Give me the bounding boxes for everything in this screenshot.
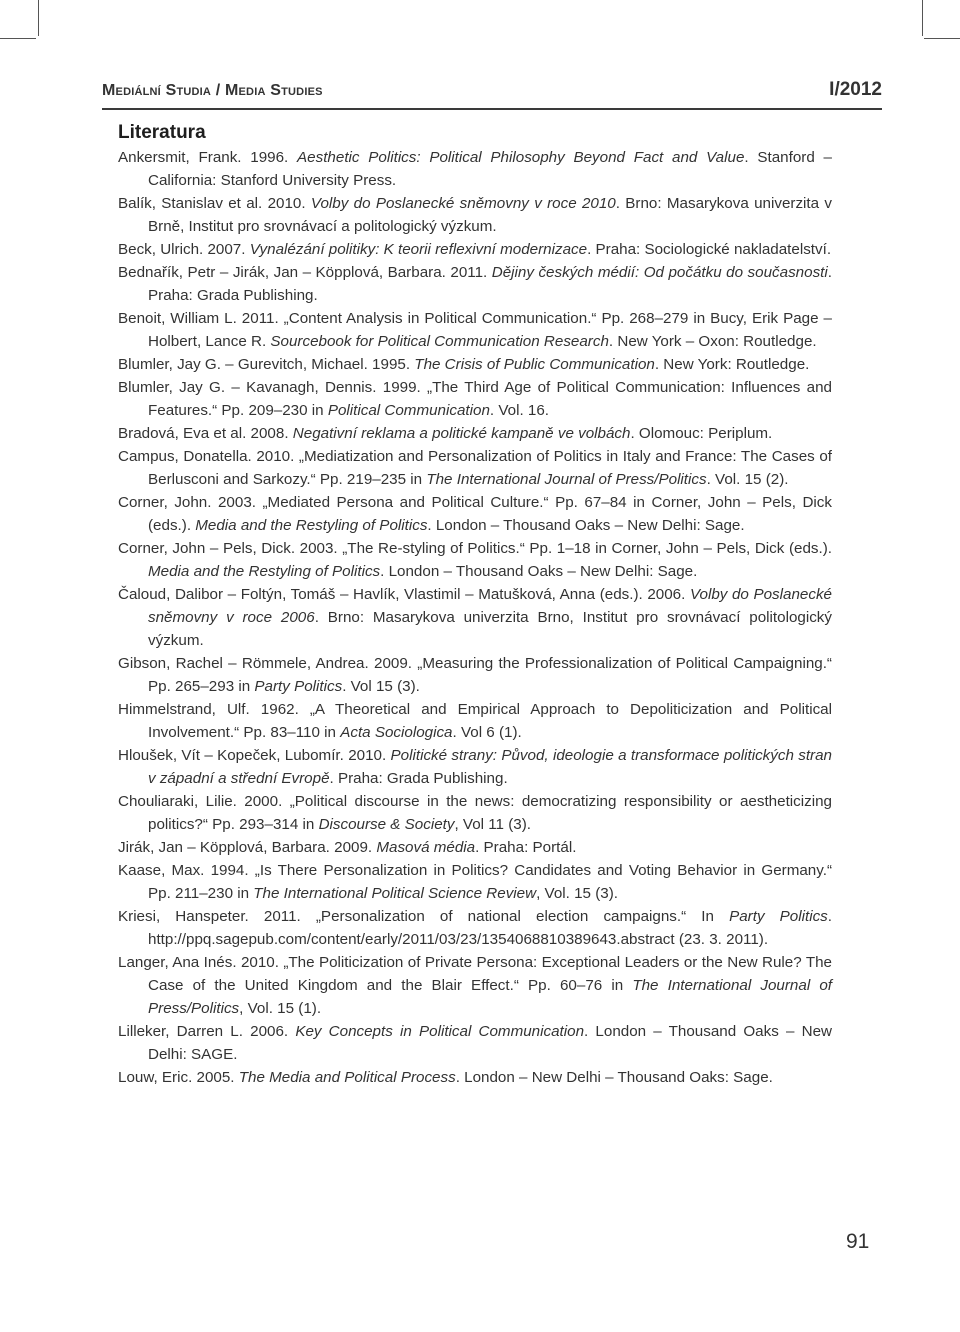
reference-publication: . Vol. 15 (2). [706, 471, 789, 488]
reference-title: Political Communication [327, 402, 490, 419]
reference-item [118, 905, 832, 951]
reference-title: The International Journal of Press/Politics [148, 977, 832, 1017]
reference-publication: . Brno: Masarykova univerzita v Brně, Institut pro srovnávací a politologický výzkum. [148, 195, 832, 235]
reference-text: Benoit, William L. 2011. „Content Analysis in Political Communication.“ Pp. 268–279 in Bucy, Erik Page – Holbert, Lance R. [118, 310, 832, 350]
crop-mark-top-left [0, 38, 36, 39]
reference-item [118, 698, 832, 744]
reference-text: Blumler, Jay G. – Kavanagh, Dennis. 1999. „The Third Age of Political Communication: Influences and Features.“ Pp. 209–230 in [118, 379, 832, 419]
reference-text: Jirák, Jan – Köpplová, Barbara. 2009. [118, 839, 377, 856]
reference-publication: . Praha: Sociologické nakladatelství. [587, 241, 832, 258]
reference-publication: , Vol. 15 (3). [536, 885, 618, 902]
reference-publication: . London – Thousand Oaks – New Delhi: Sage. [427, 517, 745, 534]
reference-text: Kriesi, Hanspeter. 2011. „Personalization of national election campaigns.“ In [118, 908, 730, 925]
running-header [102, 78, 882, 110]
reference-title: Media and the Restyling of Politics [148, 563, 381, 580]
reference-publication: . Vol 6 (1). [452, 724, 522, 741]
reference-title: Discourse & Society [318, 816, 455, 833]
reference-publication: . http://ppq.sagepub.com/content/early/2011/03/23/1354068810389643.abstract (23. 3. 2011). [148, 908, 832, 948]
reference-title: Dějiny českých médií: Od počátku do současnosti [491, 264, 828, 281]
reference-item [118, 583, 832, 652]
reference-title: The International Journal of Press/Politics [426, 471, 707, 488]
reference-publication: . London – New Delhi – Thousand Oaks: Sage. [455, 1069, 773, 1086]
reference-title: Masová média [376, 839, 476, 856]
reference-publication: . Stanford – California: Stanford University Press. [148, 149, 832, 189]
reference-item [118, 353, 832, 376]
reference-item [118, 261, 832, 307]
reference-item [118, 146, 832, 192]
reference-text: Langer, Ana Inés. 2010. „The Politicization of Private Persona: Exceptional Leaders or the New Rule? The Case of the United Kingdom and the Blair Effect.“ Pp. 60–76 in [118, 954, 832, 994]
reference-text: Campus, Donatella. 2010. „Mediatization and Personalization of Politics in Italy and France: The Cases of Berlusconi and Sarkozy.“ Pp. 219–235 in [118, 448, 832, 488]
reference-title: Party Politics [254, 678, 343, 695]
reference-text: Himmelstrand, Ulf. 1962. „A Theoretical and Empirical Approach to Depoliticization and Political Involvement.“ Pp. 83–110 in [118, 701, 832, 741]
reference-text: Bednařík, Petr – Jirák, Jan – Köpplová, Barbara. 2011. [118, 264, 492, 281]
reference-publication: . Vol. 16. [489, 402, 550, 419]
reference-item [118, 376, 832, 422]
reference-publication: . New York: Routledge. [654, 356, 810, 373]
reference-publication: . Praha: Portál. [475, 839, 577, 856]
reference-text: Bradová, Eva et al. 2008. [118, 425, 293, 442]
reference-text: Chouliaraki, Lilie. 2000. „Political discourse in the news: democratizing responsibility or aestheticizing politics?“ Pp. 293–314 in [118, 793, 832, 833]
section-title: Literatura [118, 122, 206, 143]
reference-publication: , Vol 11 (3). [454, 816, 532, 833]
reference-item [118, 192, 832, 238]
reference-item [118, 836, 832, 859]
page-number: 91 [846, 1230, 870, 1253]
reference-text: Corner, John – Pels, Dick. 2003. „The Re-styling of Politics.“ Pp. 1–18 in Corner, John – Pels, Dick (eds.). [118, 540, 832, 557]
crop-mark-right [922, 0, 923, 36]
reference-text: Ankersmit, Frank. 1996. [118, 149, 298, 166]
reference-title: Media and the Restyling of Politics [195, 517, 428, 534]
reference-item [118, 652, 832, 698]
reference-title: Volby do Poslanecké sněmovny v roce 2010 [310, 195, 616, 212]
reference-item [118, 537, 832, 583]
reference-item [118, 422, 832, 445]
reference-title: Key Concepts in Political Communication [295, 1023, 585, 1040]
crop-mark-left [38, 0, 39, 36]
reference-title: The Media and Political Process [238, 1069, 456, 1086]
reference-item [118, 1066, 832, 1089]
reference-title: Acta Sociologica [340, 724, 453, 741]
reference-text: Kaase, Max. 1994. „Is There Personalization in Politics? Candidates and Voting Behavior in Germany.“ Pp. 211–230 in [118, 862, 832, 902]
reference-list [118, 146, 832, 1089]
reference-text: Corner, John. 2003. „Mediated Persona and Political Culture.“ Pp. 67–84 in Corner, John – Pels, Dick (eds.). [118, 494, 832, 534]
reference-item [118, 238, 832, 261]
reference-publication: . London – Thousand Oaks – New Delhi: Sage. [380, 563, 698, 580]
reference-title: The International Political Science Review [253, 885, 537, 902]
reference-title: Politické strany: Původ, ideologie a transformace politických stran v západní a střední Evropě [148, 747, 832, 787]
reference-text: Louw, Eric. 2005. [118, 1069, 239, 1086]
reference-item [118, 790, 832, 836]
reference-item [118, 859, 832, 905]
reference-item [118, 491, 832, 537]
reference-text: Beck, Ulrich. 2007. [118, 241, 250, 258]
reference-publication: . Brno: Masarykova univerzita Brno, Institut pro srovnávací politologický výzkum. [148, 609, 832, 649]
journal-title: Mediální Studia / Media Studies [102, 82, 323, 99]
reference-publication: . Praha: Grada Publishing. [329, 770, 508, 787]
reference-text: Blumler, Jay G. – Gurevitch, Michael. 1995. [118, 356, 415, 373]
reference-title: Vynalézání politiky: K teorii reflexivní modernizace [249, 241, 588, 258]
reference-publication: . Vol 15 (3). [342, 678, 420, 695]
reference-publication: . Praha: Grada Publishing. [148, 264, 832, 304]
issue-number: I/2012 [829, 79, 882, 100]
reference-publication: . London – Thousand Oaks – New Delhi: SAGE. [148, 1023, 832, 1063]
reference-item [118, 744, 832, 790]
crop-mark-top-right [924, 38, 960, 39]
reference-title: Volby do Poslanecké sněmovny v roce 2006 [148, 586, 832, 626]
reference-item [118, 445, 832, 491]
reference-text: Hloušek, Vít – Kopeček, Lubomír. 2010. [118, 747, 391, 764]
reference-text: Balík, Stanislav et al. 2010. [118, 195, 311, 212]
reference-title: Sourcebook for Political Communication Research [270, 333, 609, 350]
reference-item [118, 1020, 832, 1066]
reference-title: Negativní reklama a politické kampaně ve volbách [292, 425, 631, 442]
reference-title: Aesthetic Politics: Political Philosophy Beyond Fact and Value [297, 149, 745, 166]
reference-publication: . Olomouc: Periplum. [630, 425, 773, 442]
reference-publication: , Vol. 15 (1). [239, 1000, 322, 1017]
reference-title: The Crisis of Public Communication [414, 356, 655, 373]
reference-text: Lilleker, Darren L. 2006. [118, 1023, 296, 1040]
reference-text: Gibson, Rachel – Römmele, Andrea. 2009. „Measuring the Professionalization of Political Campaigning.“ Pp. 265–293 in [118, 655, 832, 695]
reference-publication: . New York – Oxon: Routledge. [608, 333, 817, 350]
reference-text: Čaloud, Dalibor – Foltýn, Tomáš – Havlík, Vlastimil – Matušková, Anna (eds.). 2006. [118, 586, 690, 603]
reference-item [118, 307, 832, 353]
reference-title: Party Politics [729, 908, 828, 925]
reference-item [118, 951, 832, 1020]
